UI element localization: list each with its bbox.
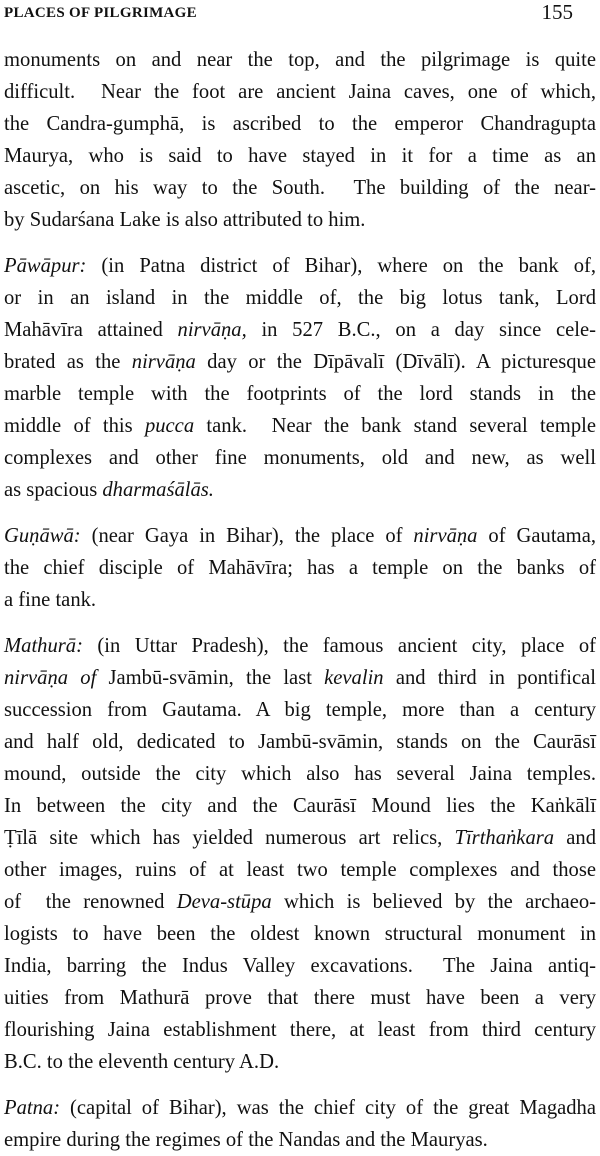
italic-run: kevalin [324,667,384,689]
text-line [4,44,596,76]
text-line [4,662,596,694]
text-line [4,982,596,1014]
text-run: the chief disciple of Mahāvīra; has a temple on the banks of [4,557,596,579]
text-run: difficult. Near the foot are ancient Jaina caves, one of which, [4,81,596,103]
text-run: day or the Dīpāvalī (Dīvālī). A picturesque [195,351,596,373]
text-line [4,790,596,822]
text-line [4,1124,596,1156]
paragraph [4,44,596,236]
italic-run: Pāwāpur: [4,255,87,277]
text-run: of Gautama, [477,525,596,547]
text-run: and half old, dedicated to Jambū-svāmin, stands on the Caurāsī [4,731,596,753]
text-line [4,520,596,552]
text-line [4,76,596,108]
text-run: Mahāvīra attained [4,319,178,341]
text-run: as spacious [4,479,103,501]
text-run: (near Gaya in Bihar), the place of [80,525,414,547]
italic-run: Tīrthaṅkara [454,827,555,849]
text-line [4,630,596,662]
text-line [4,140,596,172]
text-run: In between the city and the Caurāsī Mound lies the Kaṅkālī [4,795,596,817]
text-line [4,854,596,886]
text-run: the Candra-gumphā, is ascribed to the emperor Chandragupta [4,113,596,135]
text-line [4,694,596,726]
italic-run: nirvāṇa [413,525,478,547]
text-run: of the renowned [4,891,177,913]
text-run: succession from Gautama. A big temple, more than a century [4,699,596,721]
text-line [4,584,596,616]
body-text [4,44,596,1156]
text-run: and third in pontifical [383,667,596,689]
italic-run: Deva-stūpa [176,891,272,913]
text-run: mound, outside the city which also has several Jaina temples. [4,763,596,785]
paragraph [4,250,596,506]
paragraph [4,1092,596,1156]
text-run: and [554,827,597,849]
italic-run: dharmaśālās. [102,479,214,501]
text-line [4,918,596,950]
text-run: empire during the regimes of the Nandas and the Mauryas. [4,1129,488,1151]
text-line [4,886,596,918]
italic-run: nirvāṇa [131,351,196,373]
text-line [4,758,596,790]
italic-run: nirvāṇa of [4,667,97,689]
text-run: marble temple with the footprints of the lord stands in the [4,383,596,405]
text-run: India, barring the Indus Valley excavations. The Jaina antiq- [4,955,596,977]
text-run: Jambū-svāmin, the last [96,667,325,689]
text-run: Ṭīlā site which has yielded numerous art relics, [4,827,455,849]
text-run: a fine tank. [4,589,97,611]
text-line [4,822,596,854]
text-line [4,410,596,442]
running-head: PLACES OF PILGRIMAGE [4,5,197,21]
text-run: tank. Near the bank stand several temple [194,415,596,437]
italic-run: Mathurā: [4,635,83,657]
text-line [4,1046,596,1078]
text-run: other images, ruins of at least two temple complexes and those [4,859,596,881]
text-run: complexes and other fine monuments, old and new, as well [4,447,596,469]
text-line [4,442,596,474]
text-run: monuments on and near the top, and the pilgrimage is quite [4,49,596,71]
text-line [4,204,596,236]
text-run: Maurya, who is said to have stayed in it for a time as an [4,145,596,167]
text-line [4,282,596,314]
italic-run: nirvāṇa, [177,319,247,341]
text-run: brated as the [4,351,132,373]
page-number: 155 [541,0,573,24]
text-run: flourishing Jaina establishment there, at least from third century [4,1019,596,1041]
italic-run: Patna: [4,1097,61,1119]
text-line [4,950,596,982]
text-line [4,346,596,378]
italic-run: pucca [144,415,195,437]
text-run: by Sudarśana Lake is also attributed to him. [4,209,366,231]
text-run: logists to have been the oldest known structural monument in [4,923,596,945]
text-run: B.C. to the eleventh century A.D. [4,1051,280,1073]
text-line [4,250,596,282]
text-line [4,172,596,204]
text-run: or in an island in the middle of, the big lotus tank, Lord [4,287,596,309]
text-run: ascetic, on his way to the South. The building of the near- [4,177,596,199]
paragraph [4,520,596,616]
text-line [4,314,596,346]
text-line [4,108,596,140]
italic-run: Guṇāwā: [4,525,81,547]
text-run: middle of this [4,415,145,437]
text-run: (capital of Bihar), was the chief city of the great Magadha [60,1097,596,1119]
text-run: (in Uttar Pradesh), the famous ancient city, place of [82,635,596,657]
text-line [4,378,596,410]
text-line [4,474,596,506]
text-run: in 527 B.C., on a day since cele- [246,319,597,341]
text-line [4,1014,596,1046]
text-run: which is believed by the archaeo- [271,891,596,913]
text-line [4,552,596,584]
text-run: (in Patna district of Bihar), where on the bank of, [86,255,596,277]
text-line [4,726,596,758]
paragraph [4,630,596,1078]
text-run: uities from Mathurā prove that there must have been a very [4,987,596,1009]
